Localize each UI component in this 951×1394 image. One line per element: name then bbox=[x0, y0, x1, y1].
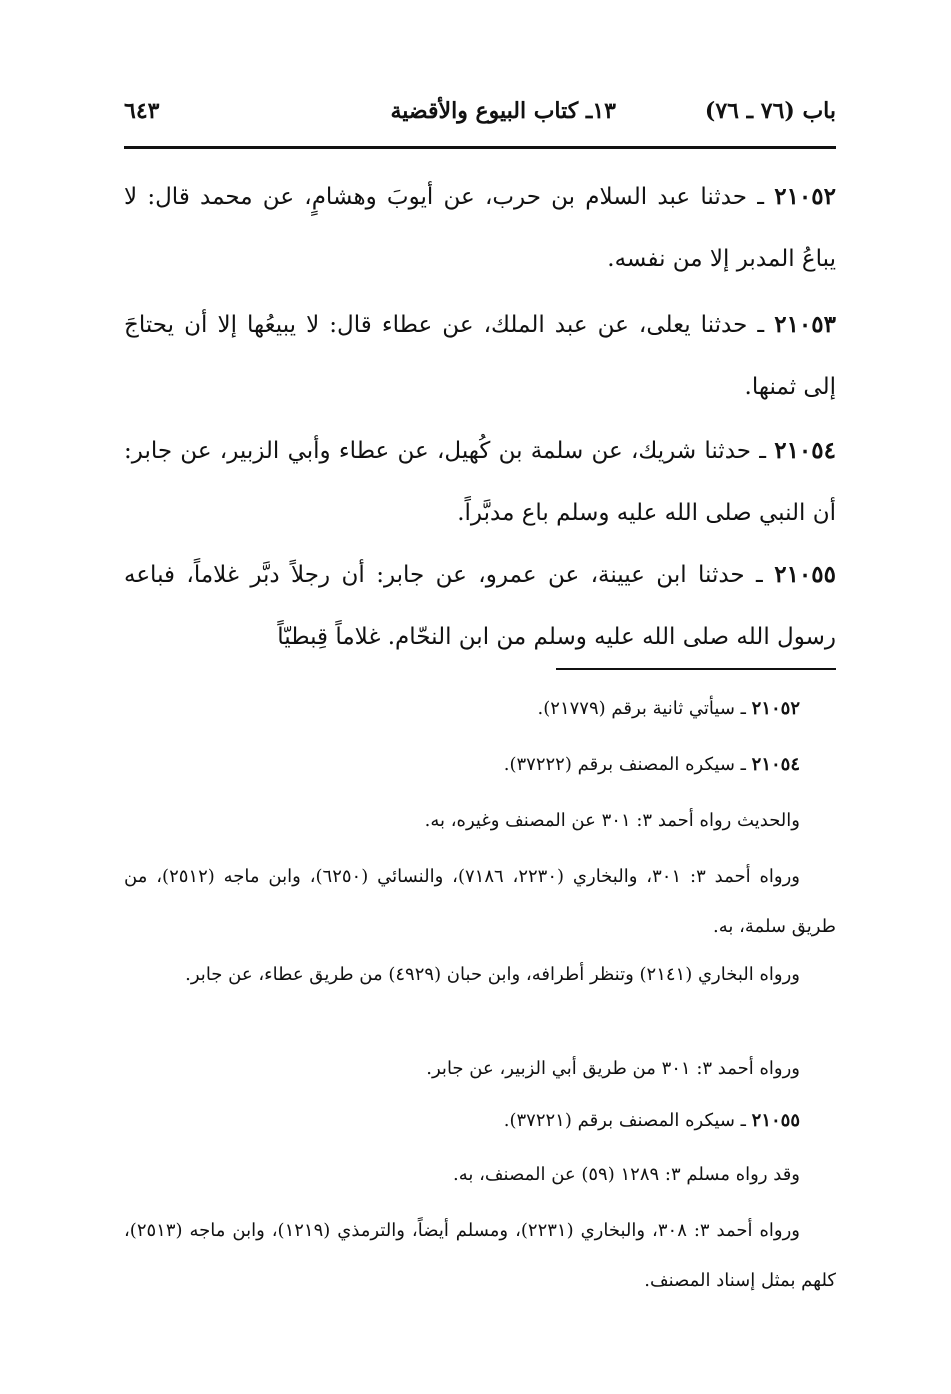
page-header bbox=[124, 92, 836, 136]
hadith-number: ٢١٠٥٢ bbox=[774, 183, 836, 210]
footnote-text: والحديث رواه أحمد ٣: ٣٠١ عن المصنف وغيره، به. bbox=[424, 810, 800, 831]
footnote-text: ـ سيكره المصنف برقم (٣٧٢٢٢). bbox=[503, 754, 752, 775]
footnote bbox=[124, 1044, 836, 1094]
footnote-number: ٢١٠٥٥ bbox=[751, 1110, 800, 1131]
hadith-entry bbox=[124, 420, 836, 544]
hadith-text: ـ حدثنا يعلى، عن عبد الملك، عن عطاء قال: لا يبيعُها إلا أن يحتاجَ إلى ثمنها. bbox=[124, 312, 836, 400]
hadith-number: ٢١٠٥٥ bbox=[774, 561, 836, 588]
header-rule bbox=[124, 146, 836, 149]
footnote bbox=[124, 796, 836, 846]
book-title: ١٣ـ كتاب البيوع والأقضية bbox=[390, 98, 616, 124]
footnote bbox=[124, 852, 836, 952]
footnote-text: ورواه البخاري (٢١٤١) وتنظر أطرافه، وابن حبان (٤٩٢٩) من طريق عطاء، عن جابر. bbox=[185, 964, 800, 985]
hadith-entry bbox=[124, 166, 836, 290]
hadith-text: ـ حدثنا شريك، عن سلمة بن كُهيل، عن عطاء وأبي الزبير، عن جابر: أن النبي صلى الله عليه وسلم باع مدبَّراً. bbox=[124, 438, 836, 526]
footnote bbox=[124, 1150, 836, 1200]
footnote-text: ورواه أحمد ٣: ٣٠١، والبخاري (٢٢٣٠، ٧١٨٦)، والنسائي (٦٢٥٠)، وابن ماجه (٢٥١٢)، من طريق سلمة، به. bbox=[124, 866, 836, 937]
hadith-number: ٢١٠٥٤ bbox=[774, 437, 836, 464]
page-number: ٦٤٣ bbox=[124, 98, 160, 124]
hadith-text: ـ حدثنا ابن عيينة، عن عمرو، عن جابر: أن رجلاً دبَّر غلاماً، فباعه رسول الله صلى الله عليه وسلم من ابن النحّام. غلاماً قِبطيّاً bbox=[124, 562, 836, 650]
footnote bbox=[124, 950, 836, 1000]
footnote-text: ورواه أحمد ٣: ٣٠٨، والبخاري (٢٢٣١)، ومسلم أيضاً، والترمذي (١٢١٩)، وابن ماجه (٢٥١٣)، كلهم بمثل إسناد المصنف. bbox=[124, 1220, 836, 1291]
footnote-number: ٢١٠٥٤ bbox=[751, 754, 800, 775]
hadith-entry bbox=[124, 294, 836, 418]
hadith-number: ٢١٠٥٣ bbox=[774, 311, 836, 338]
chapter-reference: باب (٧٦ ـ ٧٦) bbox=[704, 98, 836, 124]
footnote bbox=[124, 740, 836, 790]
footnote-text: وقد رواه مسلم ٣: ١٢٨٩ (٥٩) عن المصنف، به. bbox=[453, 1164, 800, 1185]
hadith-text: ـ حدثنا عبد السلام بن حرب، عن أيوبَ وهشامٍ، عن محمد قال: لا يباعُ المدبر إلا من نفسه. bbox=[124, 184, 836, 272]
footnote-number: ٢١٠٥٢ bbox=[751, 698, 800, 719]
footnote bbox=[124, 1206, 836, 1306]
footnote bbox=[124, 1096, 836, 1146]
footnote-text: ـ سيأتي ثانية برقم (٢١٧٧٩). bbox=[537, 698, 752, 719]
hadith-entry bbox=[124, 544, 836, 668]
footnote-separator bbox=[556, 668, 836, 670]
footnote bbox=[124, 684, 836, 734]
footnote-text: ـ سيكره المصنف برقم (٣٧٢٢١). bbox=[503, 1110, 752, 1131]
footnote-text: ورواه أحمد ٣: ٣٠١ من طريق أبي الزبير، عن جابر. bbox=[426, 1058, 800, 1079]
